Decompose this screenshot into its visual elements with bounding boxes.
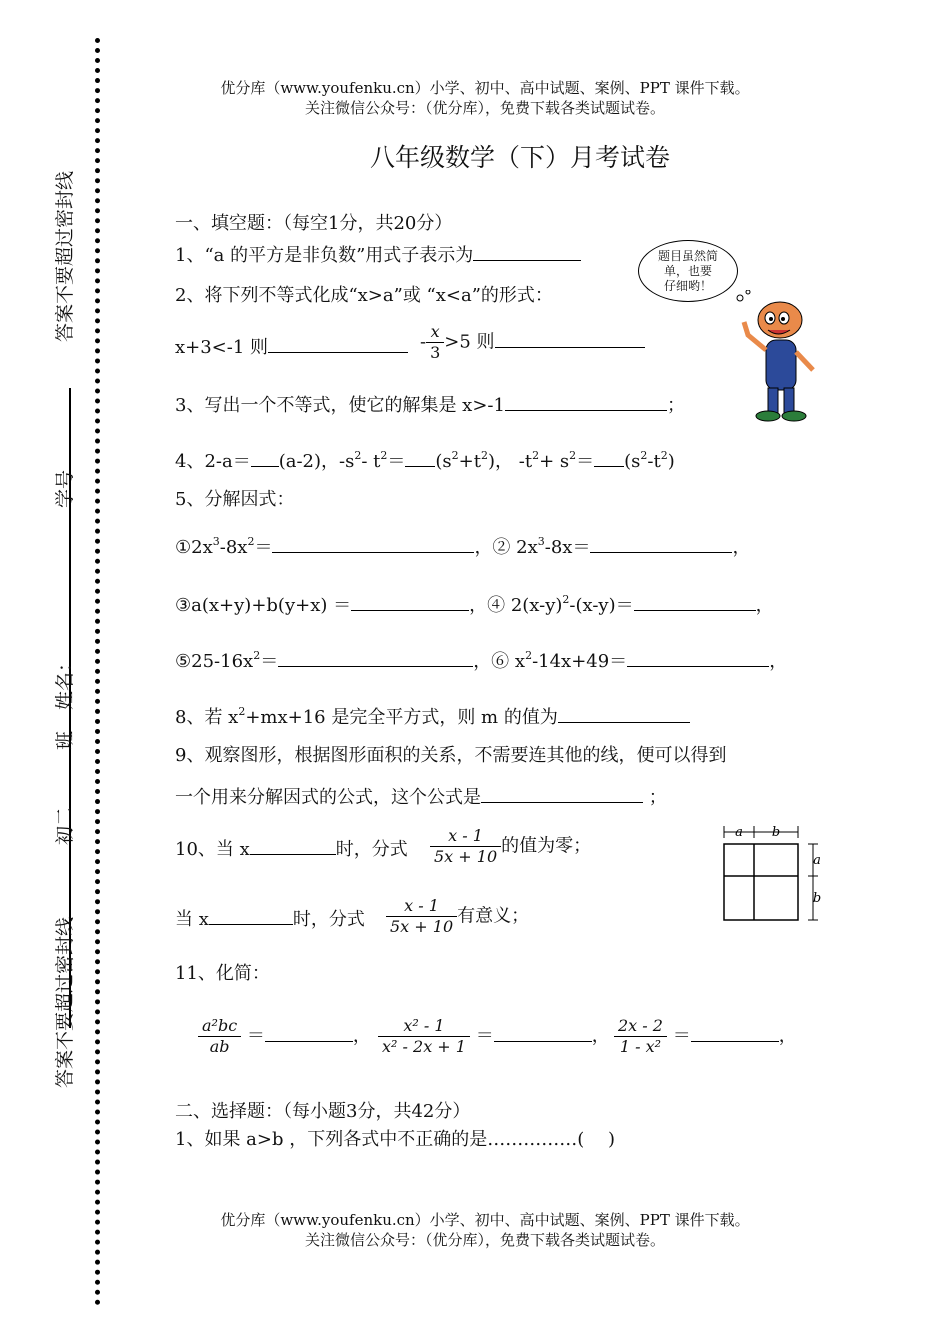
section1-heading: 一、填空题：（每空1分，共20分） [175, 213, 453, 234]
answer-blank[interactable] [634, 592, 756, 611]
answer-blank[interactable] [265, 1023, 353, 1042]
side-label-xuehao: 学号 [54, 469, 76, 508]
page-title: 八年级数学（下）月考试卷 [369, 143, 670, 172]
answer-blank[interactable] [494, 1023, 592, 1042]
header-line-2: 关注微信公众号：（优分库），免费下载各类试题试卷。 [304, 99, 665, 117]
side-label-class: 班 [54, 730, 76, 750]
simplify-2: $\frac{\text{x² - 1}}{\text{x² - 2x + 1}}$ ＝ ， [378, 1016, 610, 1057]
simplify-3: $\frac{2x - 2}{\text{1 - x²}}$ ＝ ， [614, 1016, 797, 1057]
question-4: 4、2-a＝ (a-2)，$-s^2-$ $t^2= (s^2+t^2)$， $-t^2+ s^2= (s^2-t^2)$ [175, 449, 675, 472]
answer-blank[interactable] [250, 836, 336, 855]
answer-blank[interactable] [627, 648, 769, 667]
answer-blank[interactable] [209, 906, 293, 925]
side-label-grade: 初二 [54, 806, 76, 845]
answer-blank[interactable] [268, 334, 408, 353]
answer-blank[interactable] [251, 448, 279, 467]
answer-blank[interactable] [505, 392, 667, 411]
question-10a: 10、当 x 时，分式 [175, 836, 408, 862]
answer-blank[interactable] [594, 448, 624, 467]
question-2: 2、将下列不等式化成“x>a”或 “x<a”的形式： [175, 285, 553, 306]
factor-row-2: ③a(x+y)+b(y+x) ＝ ，④ $2(x-y)^2-(x-y)=$ ， [175, 593, 774, 616]
question-11: 11、化简： [175, 963, 270, 984]
svg-text:a: a [813, 853, 821, 868]
answer-blank[interactable] [691, 1023, 779, 1042]
seal-warning-bottom: 答案不要超过密封线 [54, 916, 76, 1088]
question-9-line-1: 9、观察图形，根据图形面积的关系，不需要连其他的线，便可以得到 [175, 745, 727, 766]
page-footer [0, 1210, 950, 1250]
cartoon-character [718, 290, 828, 425]
factor-row-1: $①2x^3-8x^2=$ ，② $2x^3-8x=$ ， [175, 535, 751, 558]
factor-row-3: $⑤25-16x^2=$ ，⑥ $x^2-14x+49=$ ， [175, 649, 788, 672]
svg-text:b: b [771, 825, 781, 840]
question-8: 8、若 $x^2+mx+16$ 是完全平方式，则 m 的值为 [175, 704, 690, 730]
question-1: 1、“a 的平方是非负数”用式子表示为 [175, 242, 581, 268]
question-3: 3、写出一个不等式，使它的解集是 x>-1 ； [175, 392, 685, 418]
answer-blank[interactable] [481, 784, 643, 803]
question-5: 5、分解因式： [175, 489, 295, 510]
question-10b: 当 x 时，分式 [175, 906, 365, 932]
footer-line-2: 关注微信公众号：（优分库），免费下载各类试题试卷。 [304, 1231, 665, 1249]
speech-bubble: 题目虽然简 单，也要 仔细哟！ [638, 240, 738, 302]
area-diagram [718, 822, 828, 926]
question-9-line-2: 一个用来分解因式的公式，这个公式是 ； [175, 784, 667, 810]
svg-text:b: b [812, 891, 822, 906]
svg-text:a: a [735, 825, 743, 840]
answer-blank[interactable] [278, 648, 473, 667]
header-line-1: 优分库（www.youfenku.cn）小学、初中、高中试题、案例、PPT 课件下载。 [220, 79, 750, 97]
fraction-10b: $\frac{x - 1}{5x + 10}$ 有意义； [386, 896, 529, 937]
answer-blank[interactable] [405, 448, 435, 467]
answer-blank[interactable] [495, 329, 645, 348]
page-header [0, 78, 950, 118]
section2-heading: 二、选择题：（每小题3分，共42分） [175, 1101, 471, 1122]
question-2a: x+3<-1 则 [175, 334, 408, 360]
answer-blank[interactable] [351, 592, 469, 611]
choice-question-1: 1、如果 a>b ，下列各式中不正确的是……………( ) [175, 1129, 615, 1150]
fraction-x-over-3: $\frac{x}{3}$ [426, 322, 444, 363]
question-2b: - $\frac{x}{3}$ >5 则 [420, 322, 645, 363]
answer-blank[interactable] [590, 534, 732, 553]
answer-blank[interactable] [473, 242, 581, 261]
footer-line-1: 优分库（www.youfenku.cn）小学、初中、高中试题、案例、PPT 课件下载。 [220, 1211, 750, 1229]
answer-blank[interactable] [558, 704, 690, 723]
fraction-10a: $\frac{x - 1}{5x + 10}$ 的值为零； [430, 826, 591, 867]
simplify-1: $\frac{\text{a²bc}}{ab}$ ＝ ， [198, 1016, 371, 1057]
answer-blank[interactable] [272, 534, 474, 553]
side-label-name: 姓名： [54, 652, 76, 710]
dotted-seal-line [95, 38, 100, 1306]
seal-warning-top: 答案不要超过密封线 [54, 170, 76, 342]
